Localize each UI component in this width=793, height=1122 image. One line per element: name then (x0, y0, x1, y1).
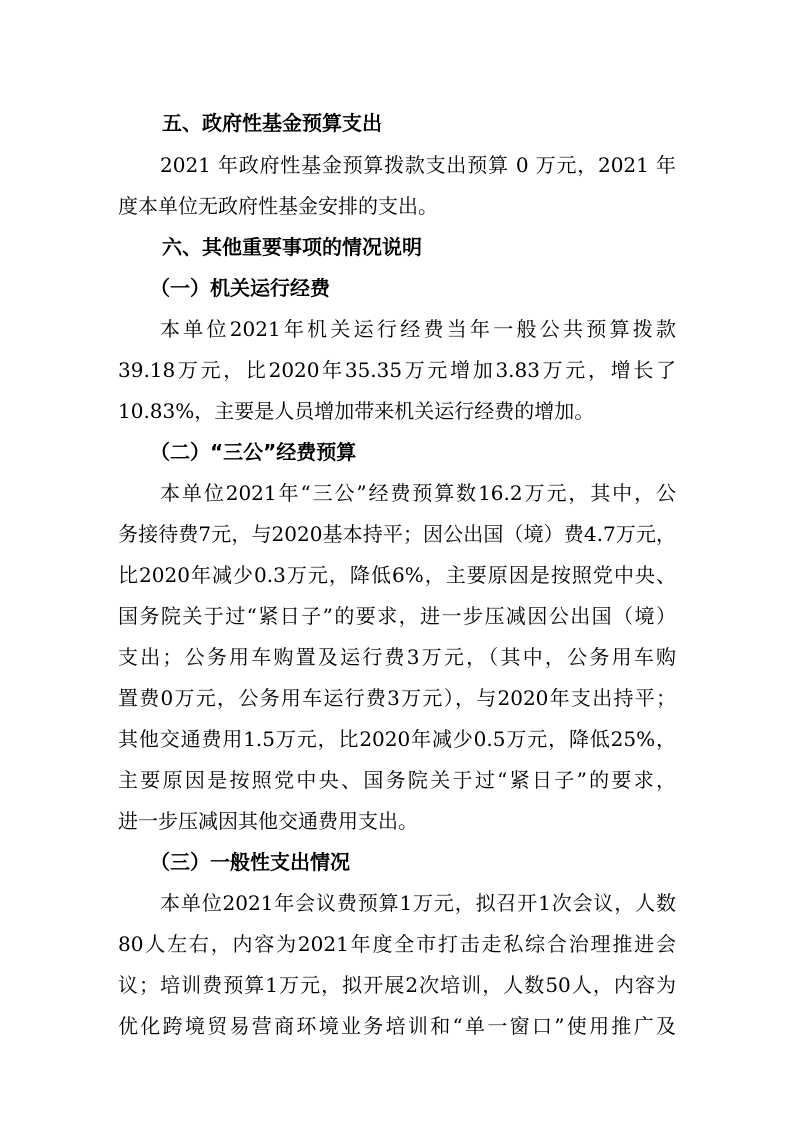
sub3-paragraph-line-1: 本单位2021年会议费预算1万元，拟召开1次会议，人数 (160, 891, 676, 915)
sub3-heading: （三）一般性支出情况 (150, 850, 350, 874)
sub1-paragraph-line-3: 10.83%，主要是人员增加带来机关运行经费的增加。 (118, 399, 595, 423)
section5-paragraph-line-1: 2021 年政府性基金预算拨款支出预算 0 万元，2021 年 (160, 153, 676, 177)
sub2-paragraph-line-5: 支出；公务用车购置及运行费3万元，（其中，公务用车购 (118, 645, 676, 669)
sub2-paragraph-line-1: 本单位2021年“三公”经费预算数16.2万元，其中，公 (160, 481, 676, 505)
section5-paragraph-line-2: 度本单位无政府性基金安排的支出。 (118, 194, 438, 218)
sub2-paragraph-line-9: 进一步压减因其他交通费用支出。 (118, 809, 418, 833)
sub1-heading: （一）机关运行经费 (150, 276, 330, 300)
sub2-paragraph-line-4: 国务院关于过“紧日子”的要求，进一步压减因公出国（境） (118, 604, 676, 628)
sub2-paragraph-line-3: 比2020年减少0.3万元，降低6%，主要原因是按照党中央、 (118, 563, 676, 587)
sub1-paragraph-line-1: 本单位2021年机关运行经费当年一般公共预算拨款 (160, 317, 676, 341)
sub2-paragraph-line-6: 置费0万元，公务用车运行费3万元），与2020年支出持平； (118, 686, 676, 710)
sub2-heading: （二）“三公”经费预算 (150, 440, 357, 464)
sub2-paragraph-line-2: 务接待费7元，与2020基本持平；因公出国（境）费4.7万元， (118, 522, 676, 546)
sub1-paragraph-line-2: 39.18万元，比2020年35.35万元增加3.83万元，增长了 (118, 358, 676, 382)
section5-heading: 五、政府性基金预算支出 (162, 111, 382, 135)
sub3-paragraph-line-4: 优化跨境贸易营商环境业务培训和“单一窗口”使用推广及 (118, 1014, 676, 1038)
sub3-paragraph-line-2: 80人左右，内容为2021年度全市打击走私综合治理推进会 (118, 932, 676, 956)
sub2-paragraph-line-8: 主要原因是按照党中央、国务院关于过“紧日子”的要求， (118, 768, 676, 792)
sub2-paragraph-line-7: 其他交通费用1.5万元，比2020年减少0.5万元，降低25%， (118, 727, 676, 751)
section6-heading: 六、其他重要事项的情况说明 (162, 235, 422, 259)
sub3-paragraph-line-3: 议；培训费预算1万元，拟开展2次培训，人数50人，内容为 (118, 973, 676, 997)
